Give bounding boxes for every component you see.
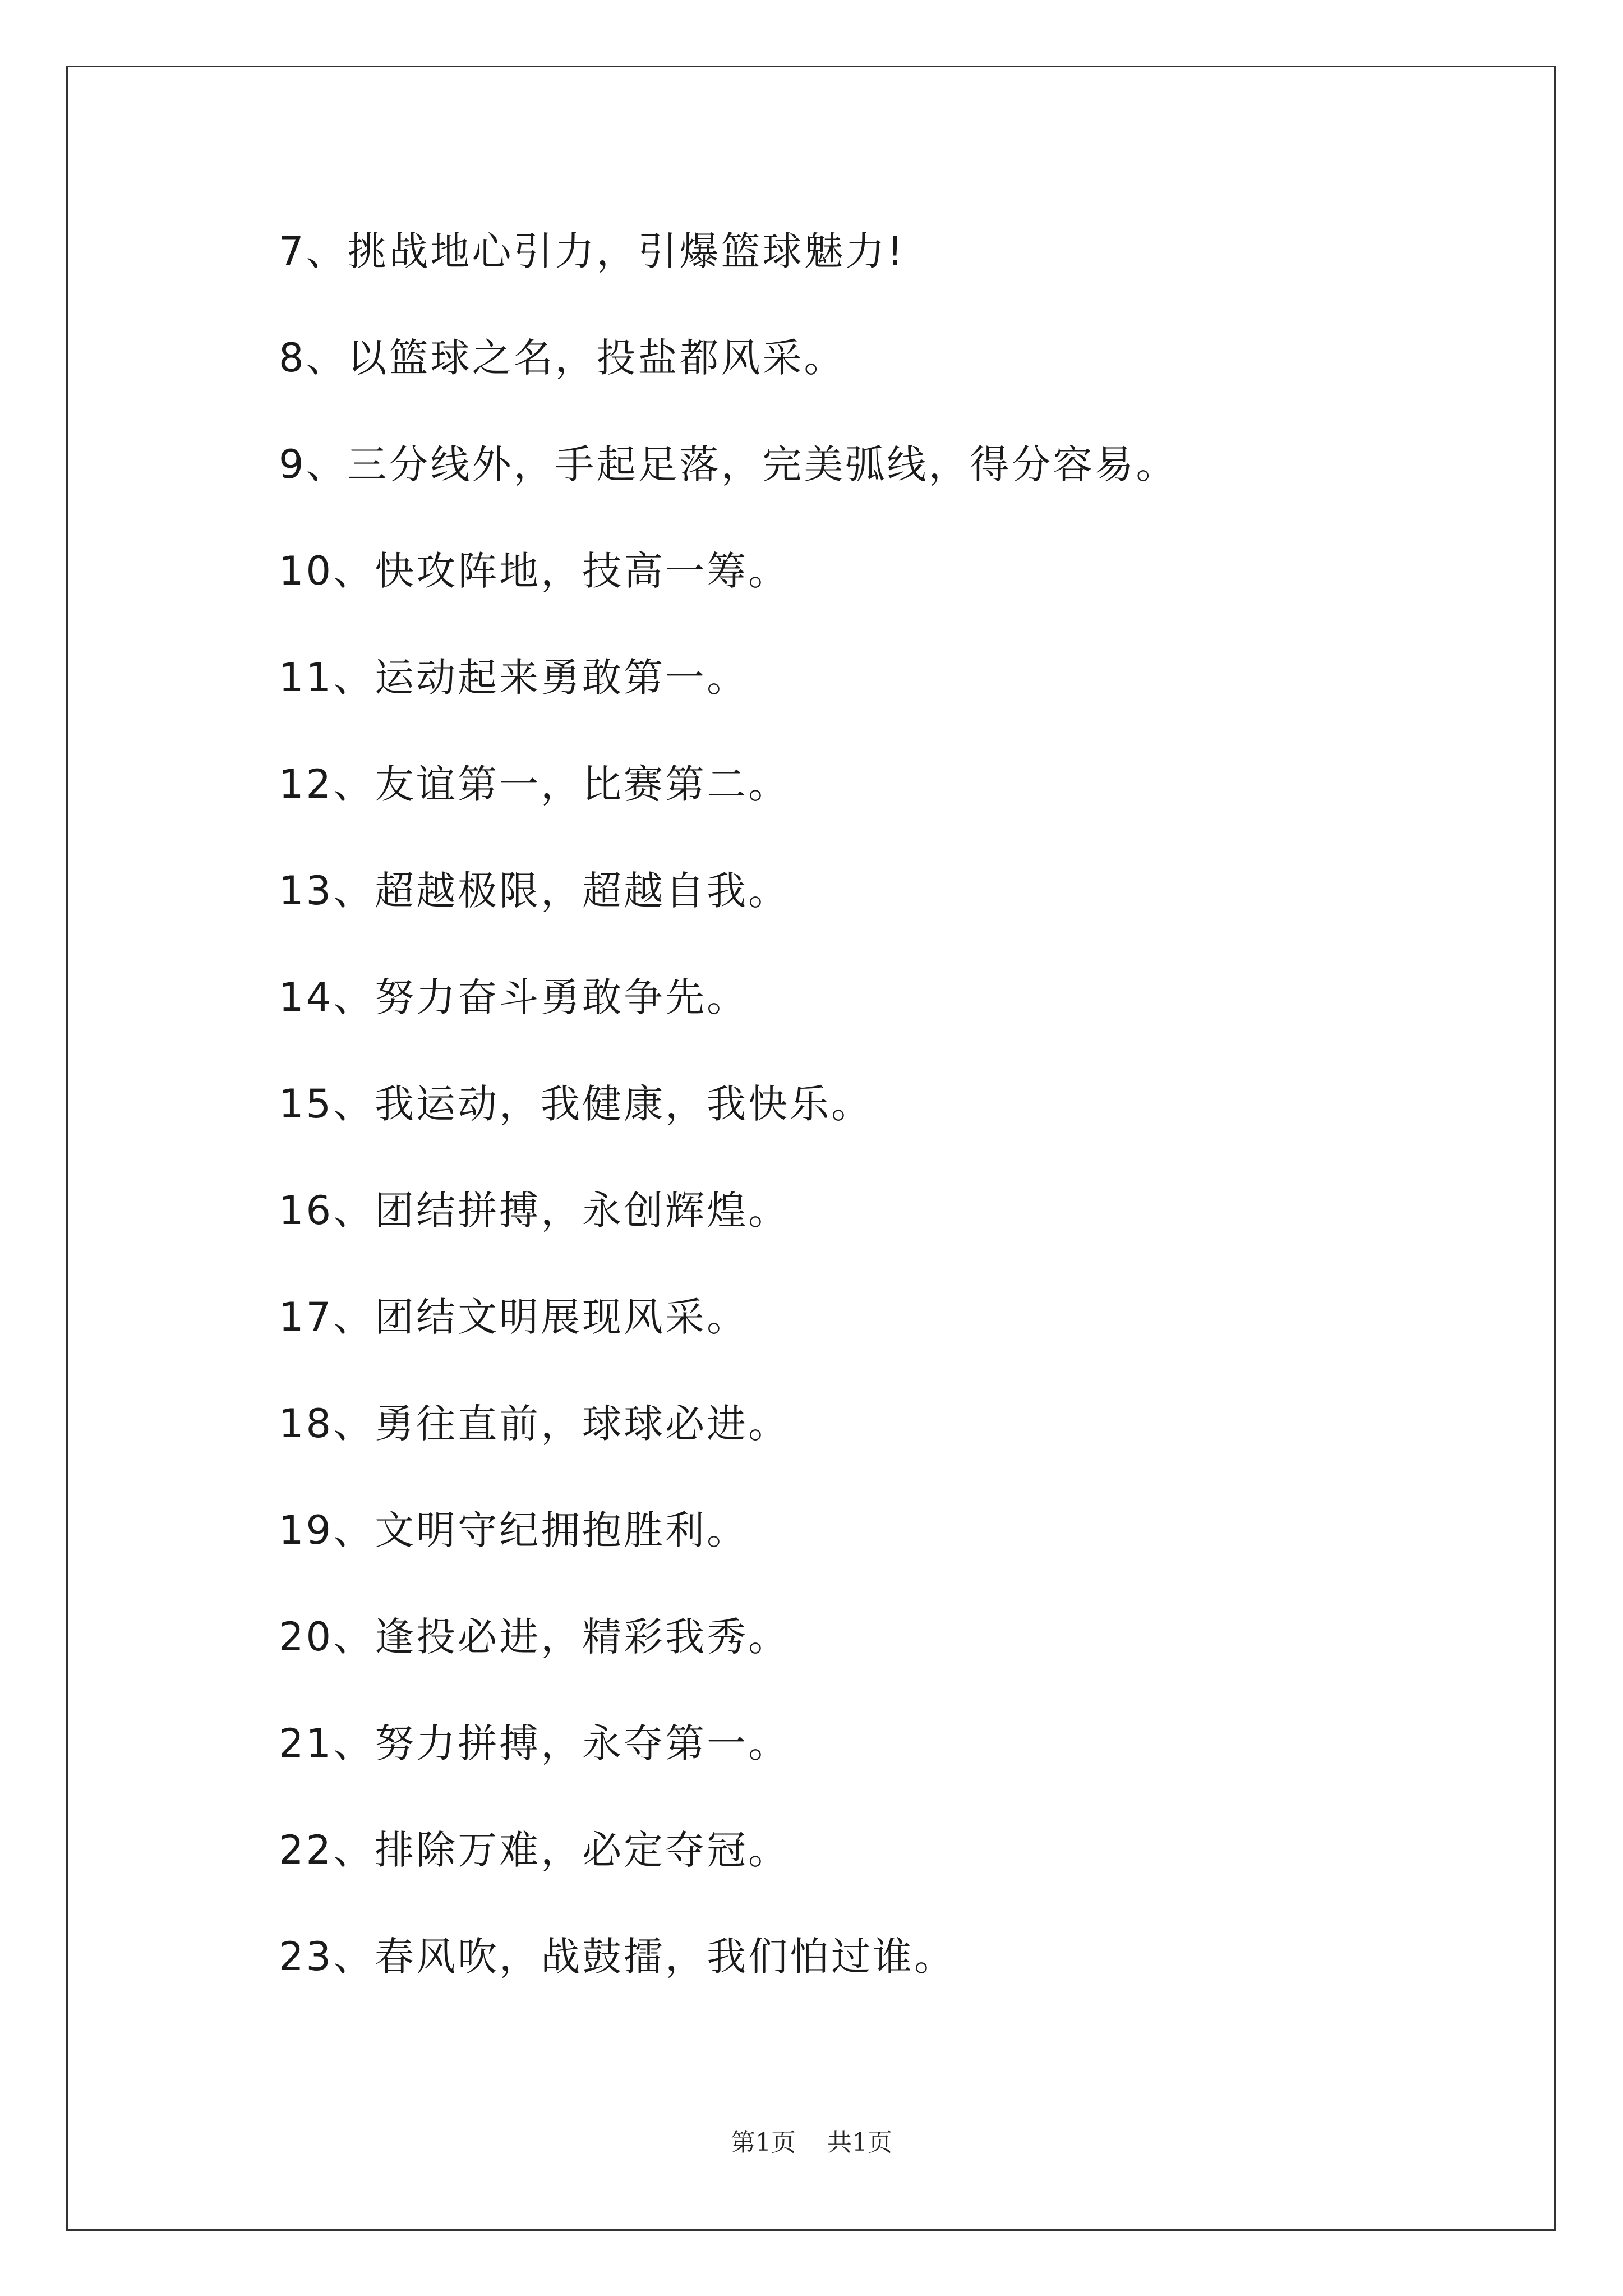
list-item: 20、逢投必进，精彩我秀。	[279, 1614, 790, 1660]
list-item: 14、努力奋斗勇敢争先。	[279, 974, 749, 1020]
list-item: 22、排除万难，必定夺冠。	[279, 1827, 790, 1873]
list-item: 11、运动起来勇敢第一。	[279, 655, 749, 701]
total-pages-label: 共1页	[827, 2128, 892, 2157]
list-item: 16、团结拼搏，永创辉煌。	[279, 1188, 790, 1234]
list-item: 9、三分线外，手起足落，完美弧线，得分容易。	[279, 441, 1178, 487]
page-footer	[0, 2126, 1623, 2160]
list-item: 12、友谊第一，比赛第二。	[279, 761, 790, 807]
slogan-list	[279, 223, 1513, 2035]
list-item: 17、团结文明展现风采。	[279, 1294, 749, 1340]
list-item: 23、春风吹，战鼓擂，我们怕过谁。	[279, 1934, 956, 1980]
list-item: 21、努力拼搏，永夺第一。	[279, 1720, 790, 1766]
list-item: 19、文明守纪拥抱胜利。	[279, 1507, 749, 1553]
list-item: 8、以篮球之名，投盐都风采。	[279, 335, 846, 381]
list-item: 13、超越极限，超越自我。	[279, 868, 790, 914]
list-item: 7、挑战地心引力，引爆篮球魅力!	[279, 228, 905, 274]
list-item: 10、快攻阵地，技高一筹。	[279, 548, 790, 594]
list-item: 18、勇往直前，球球必进。	[279, 1401, 790, 1447]
current-page-label: 第1页	[731, 2128, 796, 2157]
list-item: 15、我运动，我健康，我快乐。	[279, 1081, 873, 1127]
